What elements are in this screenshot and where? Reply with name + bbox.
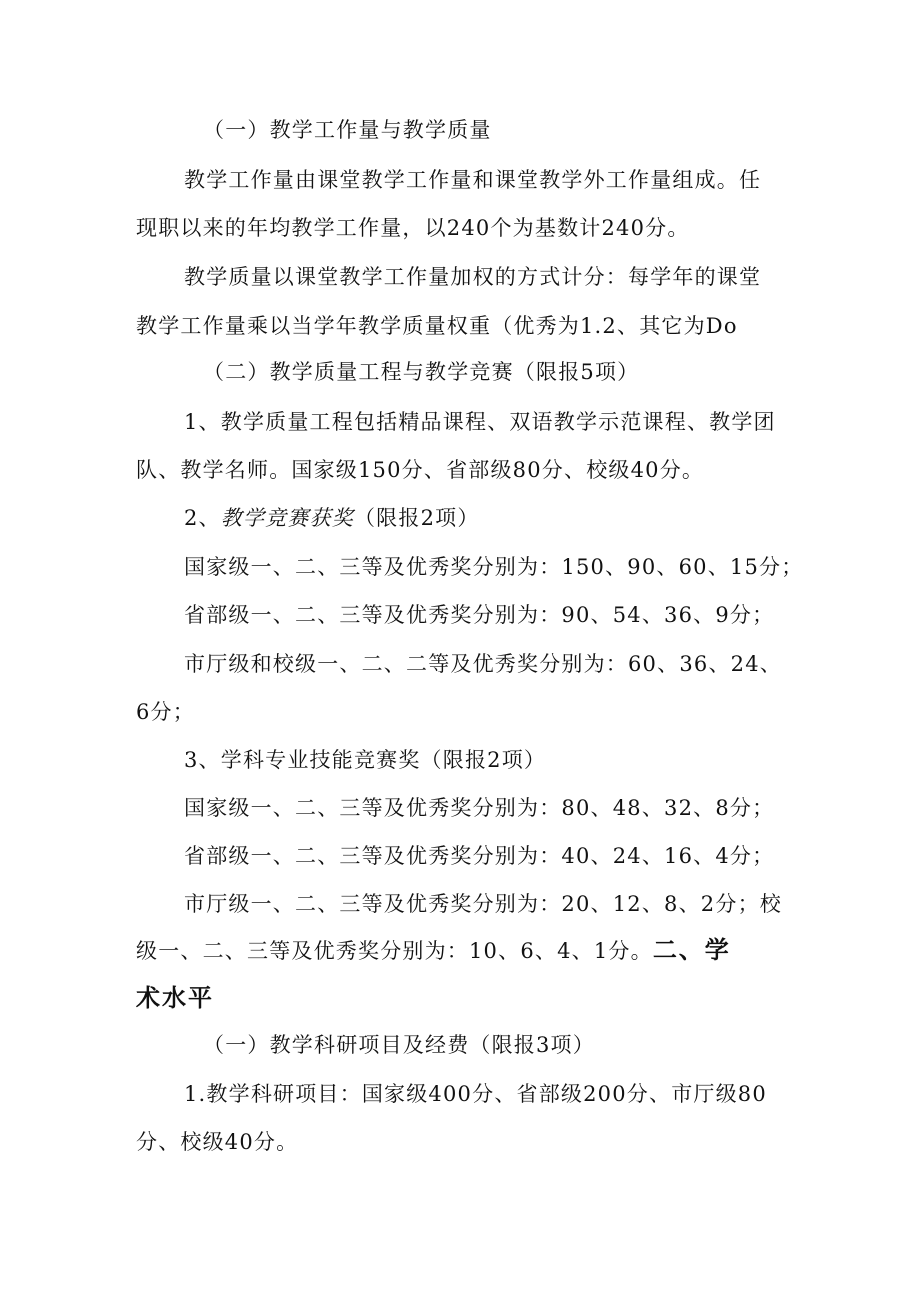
item-3-heading: 3、学科专业技能竞赛奖（限报2项） bbox=[184, 748, 547, 772]
paragraph-quality-line-2: 教学工作量乘以当学年教学质量权重（优秀为1.2、其它为Do bbox=[136, 314, 738, 338]
award-city-school-line-1: 市厅级和校级一、二、二等及优秀奖分别为：60、36、24、 bbox=[184, 652, 782, 676]
item-1-line-2: 队、教学名师。国家级150分、省部级80分、校级40分。 bbox=[136, 458, 705, 482]
section-heading-academic-part-1: 二、学 bbox=[652, 936, 731, 964]
award-national: 国家级一、二、三等及优秀奖分别为：150、90、60、15分； bbox=[184, 555, 804, 579]
skill-award-provincial: 省部级一、二、三等及优秀奖分别为：40、24、16、4分； bbox=[184, 844, 775, 868]
research-projects-line-2: 分、校级40分。 bbox=[136, 1130, 299, 1154]
item-2-number: 2、 bbox=[184, 506, 221, 530]
section-heading-teaching-workload: （一）教学工作量与教学质量 bbox=[203, 118, 492, 142]
subsection-heading-research: （一）教学科研项目及经费（限报3项） bbox=[203, 1033, 595, 1057]
item-2-title: 教学竞赛获奖 bbox=[220, 506, 354, 530]
skill-award-city: 市厅级一、二、三等及优秀奖分别为：20、12、8、2分；校 bbox=[184, 892, 782, 916]
award-city-school-line-2: 6分； bbox=[136, 700, 195, 724]
skill-award-school-text: 级一、二、三等及优秀奖分别为：10、6、4、1分。 bbox=[136, 939, 653, 963]
item-1-line-1: 1、教学质量工程包括精品课程、双语教学示范课程、教学团 bbox=[184, 410, 776, 434]
section-heading-quality-project: （二）教学质量工程与教学竞赛（限报5项） bbox=[203, 360, 640, 384]
section-heading-academic-part-2: 术水平 bbox=[136, 984, 214, 1012]
skill-award-national: 国家级一、二、三等及优秀奖分别为：80、48、32、8分； bbox=[184, 796, 775, 820]
paragraph-workload-line-2: 现职以来的年均教学工作量，以240个为基数计240分。 bbox=[136, 216, 690, 240]
item-2-heading bbox=[184, 503, 480, 533]
award-provincial: 省部级一、二、三等及优秀奖分别为：90、54、36、9分； bbox=[184, 603, 775, 627]
paragraph-workload-line-1: 教学工作量由课堂教学工作量和课堂教学外工作量组成。任 bbox=[184, 168, 762, 192]
item-2-limit: （限报2项） bbox=[353, 506, 480, 530]
research-projects-line-1: 1.教学科研项目：国家级400分、省部级200分、市厅级80 bbox=[184, 1082, 767, 1106]
paragraph-quality-line-1: 教学质量以课堂教学工作量加权的方式计分：每学年的课堂 bbox=[184, 265, 762, 289]
skill-award-school bbox=[136, 935, 731, 966]
